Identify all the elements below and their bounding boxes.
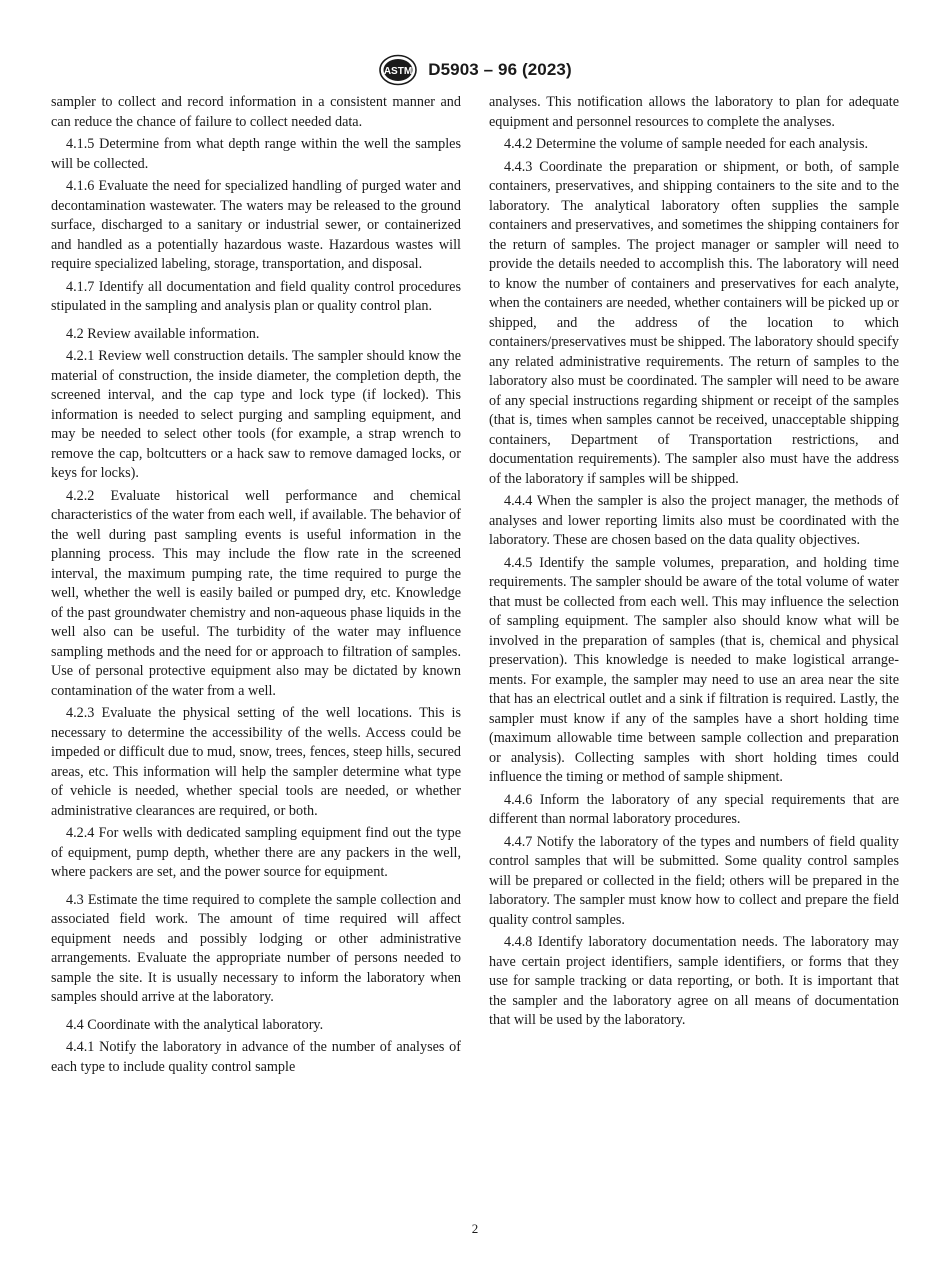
astm-logo-text: ASTM xyxy=(384,66,413,77)
page-header xyxy=(0,54,950,86)
paragraph: 4.4.7 Notify the laboratory of the types and numbers of field quality control samples that will be submitted. Some quality control samples will be prepared or collected in the field; others will be prepared in the laboratory. The sampler must know how to collect and prepare the field quality control samples. xyxy=(489,833,899,928)
paragraph: 4.4.4 When the sampler is also the project manager, the methods of analyses and lower reporting limits also must be coordinated with the laboratory. These are chosen based on the data quality objectives. xyxy=(489,493,899,548)
paragraph: 4.4.5 Identify the sample volumes, preparation, and holding time requirements. The sampler should be aware of the total volume of water that must be collected from each well. This may influence the selection of sampling equipment. The sampler also should know what will be involved in the preparation of samples (that is, chemical and physical preservation). This knowledge is needed to make logistical arrangements. For example, the sampler may need to use an area near the site that has an electrical outlet and a sink if filtration is required. Lastly, the sampler must know if any of the samples have a short holding time (maximum allowable time between sample collection and preparation or analysis). Collecting samples with short holding times could influence the timing or method of sample shipment. xyxy=(489,554,899,785)
paragraph: 4.1.5 Determine from what depth range within the well the samples will be collected. xyxy=(51,136,461,172)
page-number: 2 xyxy=(471,1221,479,1236)
paragraph: 4.2.2 Evaluate historical well performance and chemical characteristics of the water from each well, if available. The behavior of the well during past sampling events is useful information in the planning process. This may include the flow rate in the screened interval, the maximum pumping rate, the time required to purge the well, whether the well is easily bailed or pumped dry, etc. Knowledge of the past groundwater chemistry and non-aqueous phase liquids in the well also can be useful. The turbidity of the water may influence sampling methods and the need for or approach to filtration of samples. Use of personal protective equipment also may be dictated by known contamination of the water from a well. xyxy=(51,487,461,699)
standard-designation: D5903 – 96 (2023) xyxy=(428,60,572,79)
right-column xyxy=(489,93,899,1034)
paragraph: sampler to collect and record information in a consistent manner and can reduce the chance of failure to collect needed data. xyxy=(51,94,461,130)
section-heading: 4.2 Review available information. xyxy=(66,325,260,342)
paragraph: 4.1.7 Identify all documentation and field quality control procedures stipulated in the sampling and analysis plan or quality control plan. xyxy=(51,278,461,314)
paragraph: 4.4.1 Notify the laboratory in advance of the number of analyses of each type to include quality control sample xyxy=(51,1039,461,1075)
paragraph: 4.4.2 Determine the volume of sample needed for each analysis. xyxy=(504,136,869,152)
astm-logo-icon xyxy=(378,54,418,86)
paragraph: analyses. This notification allows the laboratory to plan for adequate equipment and personnel resources to complete the analyses. xyxy=(489,94,899,130)
paragraph: 4.4.3 Coordinate the preparation or shipment, or both, of sample containers, preservatives, and shipping containers to the site and to the laboratory. The analytical laboratory often supplies the sample containers and preservatives, and sometimes the shipping containers for the return of samples. The project manager or sampler will need to provide the details needed to accomplish this. The laboratory will need to know the number of containers and preservatives for each analyte, when the containers are needed, whether containers will be picked up or shipped, and the address of the location to which containers/preservatives must be shipped. The laboratory should specify any related administrative requirements. The return of samples to the laboratory also must be coordinated. The sampler will need to be aware of any special instructions regarding shipment or receipt of the samples (that is, times when samples cannot be received, unacceptable shipping containers, Department of Transportation restrictions, and documentation requirements). The sampler also must have the address of the laboratory if samples will be shipped. xyxy=(489,158,899,487)
left-column xyxy=(51,93,461,1080)
paragraph: 4.2.3 Evaluate the physical setting of the well locations. This is necessary to determine the accessibility of the wells. Access could be impeded or difficult due to mud, snow, trees, fences, steep hills, secured areas, etc. This information will help the sampler determine what type of vehicle is needed, whether special tools are needed, or whether administrative clearances are required, or both. xyxy=(51,705,461,819)
paragraph: 4.4.8 Identify laboratory documentation needs. The laboratory may have certain project identifiers, sample identifiers, or forms that they use for sample tracking or data reporting, or both. It is important that the sampler and the laboratory agree on all means of documentation that will be used by the laboratory. xyxy=(489,934,899,1028)
paragraph: 4.2.1 Review well construction details. The sampler should know the material of construction, the inside diameter, the completion depth, the screened interval, and the cap type and lock type (if locked). This information is needed to select purging and sampling equipment, and may be needed to select other tools (for example, a strap wrench to remove the cap, boltcutters or a hack saw to remove damaged locks, or keys for locks). xyxy=(51,348,461,481)
paragraph: 4.4.6 Inform the laboratory of any special requirements that are different than normal laboratory procedures. xyxy=(489,791,899,827)
paragraph: 4.3 Estimate the time required to complete the sample collection and associated field work. The amount of time required will affect equipment needs and possibly lodging or other administrative arrangements. Evaluate the appropriate number of persons needed to sample the site. It is usually necessary to inform the laboratory when samples should arrive at the laboratory. xyxy=(51,891,461,1005)
paragraph: 4.1.6 Evaluate the need for specialized handling of purged water and decontamination wastewater. The waters may be released to the ground surface, discharged to a sanitary or industrial sewer, or containerized and handled as a potentially hazardous waste. Hazardous wastes will require specialized labeling, storage, transportation, and disposal. xyxy=(51,178,461,272)
section-heading: 4.4 Coordinate with the analytical laboratory. xyxy=(66,1016,324,1033)
paragraph: 4.2.4 For wells with dedicated sampling equipment find out the type of equipment, pump depth, whether there are any packers in the well, where packers are set, and the power source for equipment. xyxy=(51,825,461,880)
